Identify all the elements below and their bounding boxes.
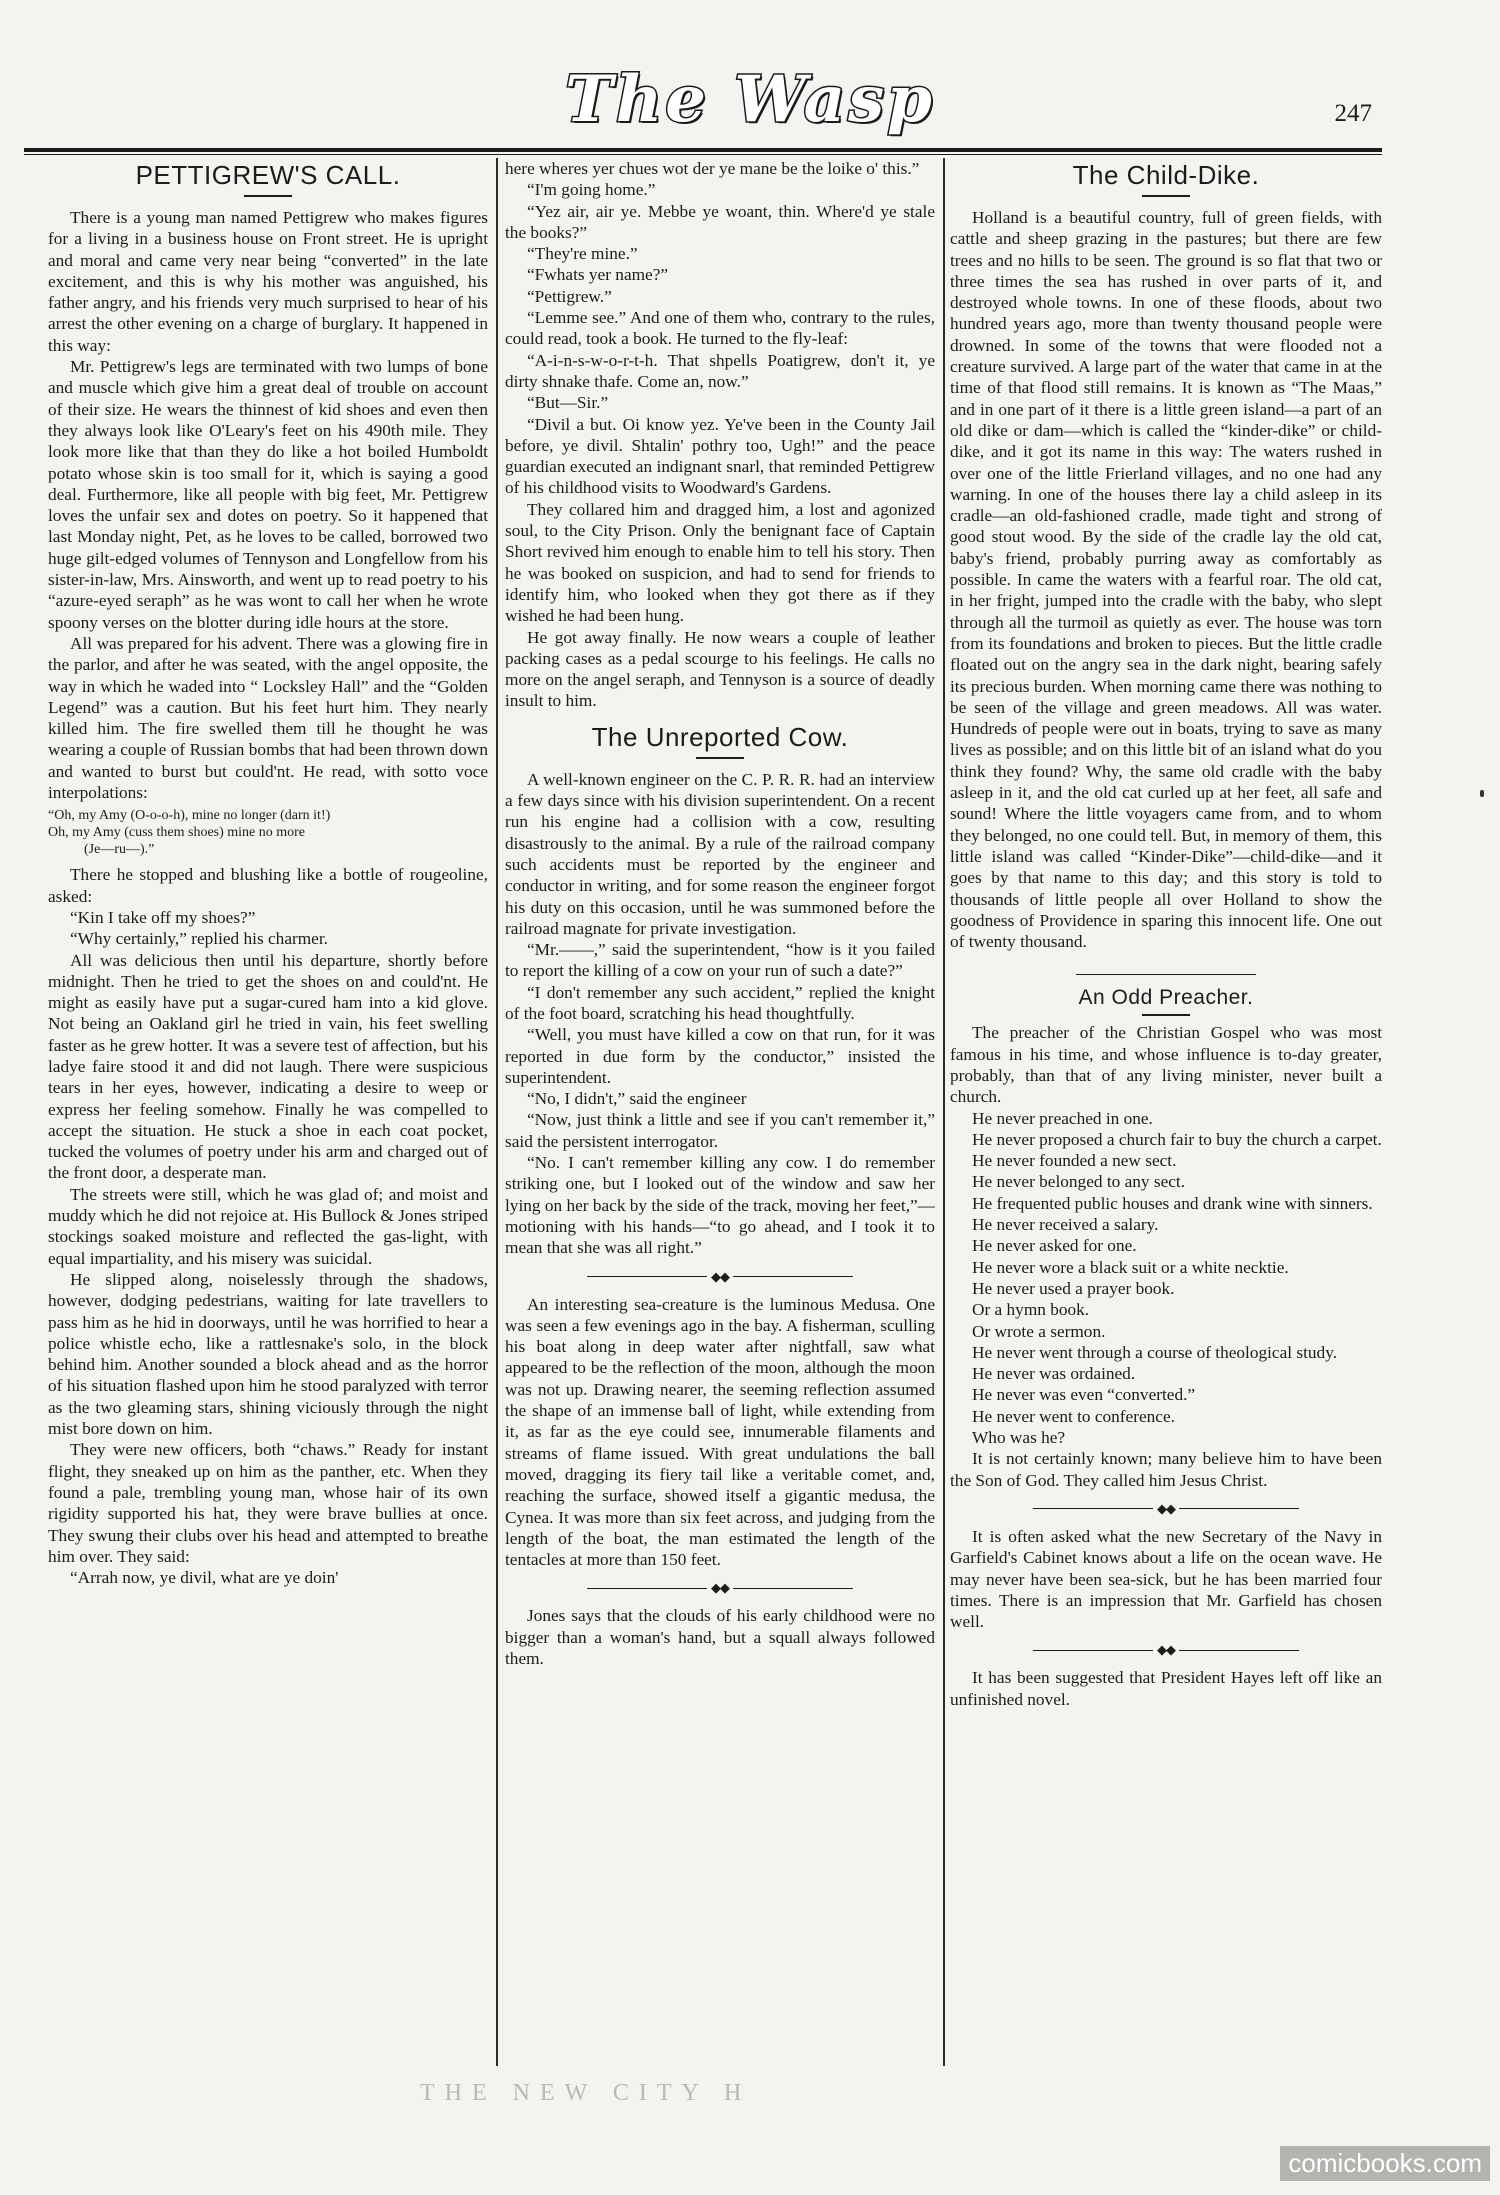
preacher-line: He frequented public houses and drank wine with sinners.	[972, 1193, 1373, 1213]
paragraph: Holland is a beautiful country, full of green fields, with cattle and sheep grazing in the pastures; but there are few trees and no hills to be seen. The ground is so flat that two or three times the sea has rushed in over parts of it, and destroyed whole towns. In one of these floods, about two hundred years ago, more than twenty thousand people were drowned. In some of the towns that were flooded not a creature survived. A large part of the water that came in at the time of that flood still remains. It is known as “The Maas,” and in one part of it there is a little green island—a part of an old dike or dam—which is called the “kinder-dike” or child-dike, and it got its name in this way: The waters rushed in over one of the little Frierland villages, and no one had any warning. In one of the houses there lay a child asleep in its cradle—an old-fashioned cradle, made tight and strong of good stout wood. By the side of the cradle lay the old cat, baby's friend, probably purring away as comfortably as possible. In came the waters with a fearful roar. The old cat, in her fright, jumped into the cradle with the baby, who slept through all the turmoil as quietly as ever. The house was torn from its foundations and broken to pieces. But the little cradle floated out on the angry sea in the dark night, bearing safely its precious burden. When morning came there was nothing to be seen of the village and green meadows. All was water. Hundreds of people were out in boats, trying to save as many lives as possible; and on this little bit of an island what do you think they found? Why, the same old cradle with the baby asleep in it, and the old cat curled up at her feet, all safe and sound! Where the little voyagers came from, and to whom they belonged, no one could tell. But, in memory of them, this little island was called “Kinder-Dike”—child-dike—and it goes by that name to this day; and this story is told to thousands of little people all over Holland to show the goodness of Providence in sparing this innocent life. One out of twenty thousand.	[950, 208, 1382, 952]
paragraph: They collared him and dragged him, a lost and agonized soul, to the City Prison. Only the benignant face of Captain Short revived him enough to enable him to tell his story. Then he was booked on suspicion, and had to send for friends to identify him, who looked when they got there as if they wished he had been hung.	[505, 499, 935, 626]
article-title-unreported-cow: The Unreported Cow.	[591, 721, 849, 752]
paragraph: “But—Sir.”	[527, 393, 609, 413]
preacher-line: He never was even “converted.”	[972, 1385, 1196, 1405]
paragraph: “Why certainly,” replied his charmer.	[70, 929, 328, 949]
paragraph: All was prepared for his advent. There was a glowing fire in the parlor, and after he was seated, with the angel opposite, the way in which he waded into “ Locksley Hall” and the “Golden Legend” was a caution. But his feet hurt him. They nearly killed him. The fire swelled them till he thought he was wearing a couple of Russian bombs that had been thrown down and wanted to burst but could'nt. He read, with sotto voce interpolations:	[48, 633, 488, 803]
column-rule	[943, 158, 945, 2066]
paragraph: It has been suggested that President Hayes left off like an unfinished novel.	[950, 1668, 1382, 1709]
header-rule-thin	[24, 154, 1382, 155]
preacher-line: He never received a salary.	[972, 1215, 1159, 1235]
bleed-through-text: THE NEW CITY H	[420, 2080, 752, 2106]
paragraph: All was delicious then until his departure, shortly before midnight. Then he tried to get the shoes on and could'nt. He might as easily have put a sugar-cured ham into a kid glove. Not being an Oakland girl he tried in vain, his feet swelling faster as he grew hotter. It was a severe test of affection, but his ladye faire stood it and did not laugh. There were suspicious tears in her eyes, however, indicating a desire to weep or express her feeling somehow. Finally he was compelled to accept the situation. He stuck a shoe in each coat pocket, tucked the volumes of poetry under his arm and charged out of the front door, a desperate man.	[48, 950, 488, 1183]
paragraph: “Mr.——,” said the superintendent, “how is it you failed to report the killing of a cow on your run of such a date?”	[505, 940, 935, 981]
article-title-pettigrew: PETTIGREW'S CALL.	[135, 160, 401, 190]
column-rule	[496, 158, 498, 2066]
verse	[48, 807, 488, 858]
paragraph: “Kin I take off my shoes?”	[70, 907, 256, 927]
preacher-line: He never wore a black suit or a white necktie.	[972, 1257, 1289, 1277]
paragraph: The preacher of the Christian Gospel who was most famous in his time, and whose influence is to-day greater, probably, than that of any living minister, never built a church.	[950, 1023, 1382, 1107]
paragraph: “I don't remember any such accident,” replied the knight of the foot board, scratching his head thoughtfully.	[505, 982, 935, 1023]
separator-rule	[950, 966, 1382, 980]
title-rule	[244, 195, 292, 197]
paragraph: An interesting sea-creature is the luminous Medusa. One was seen a few evenings ago in the bay. A fisherman, sculling his boat along in deep water after nightfall, saw what appeared to be the reflection of the moon, although the moon was not up. Drawing nearer, the seeming reflection assumed the shape of an immense ball of light, while extending from it, as far as the eye could see, innumerable filaments and streams of flame issued. With great undulations the ball moved, dragging its fiery tail like a veritable comet, and, reaching the surface, showed itself a gigantic medusa, the Cynea. It was more than six feet across, and judging from the length of the boat, the man estimated the length of the tentacles at more than 150 feet.	[505, 1294, 935, 1570]
page-number: 247	[1334, 100, 1372, 127]
paragraph: “Divil a but. Oi know yez. Ye've been in the County Jail before, ye divil. Shtalin' pothry too, Ugh!” and the peace guardian executed an indignant snarl, that reminded Pettigrew of his childhood visits to Woodward's Gardens.	[505, 414, 935, 498]
paragraph: “Well, you must have killed a cow on that run, for it was reported in due form by the conductor,” insisted the superintendent.	[505, 1025, 935, 1087]
preacher-line: He never founded a new sect.	[972, 1151, 1177, 1171]
paragraph: They were new officers, both “chaws.” Ready for instant flight, they sneaked up on him as the panther, etc. When they found a pale, trembling young man, whose hair of its own rigidity supported his hat, they were brave bullies at once. They swung their clubs over his head and attempted to breathe him over. They said:	[48, 1440, 488, 1566]
paragraph: He got away finally. He now wears a couple of leather packing cases as a pedal scourge to his feelings. He calls no more on the angel seraph, and Tennyson is a source of deadly insult to him.	[505, 627, 935, 711]
column-3	[950, 158, 1382, 2058]
verse-line: (Je—ru—).”	[84, 842, 155, 858]
verse-line: “Oh, my Amy (O-o-o-h), mine no longer (darn it!)	[48, 808, 331, 824]
preacher-line: He never used a prayer book.	[972, 1278, 1175, 1298]
paragraph: “Now, just think a little and see if you can't remember it,” said the persistent interrogator.	[505, 1110, 935, 1151]
masthead	[0, 58, 1500, 148]
separator-ornament: ◆◆	[950, 1501, 1382, 1516]
paragraph: “No, I didn't,” said the engineer	[527, 1089, 747, 1109]
preacher-line: Or wrote a sermon.	[972, 1321, 1106, 1341]
paragraph: He slipped along, noiselessly through the shadows, however, dodging pedestrians, waiting for late travellers to pass him as he hid in doorways, until he was horrified to hear a police whistle echo, like a rattlesnake's solo, in the block behind him. Another sounded a block ahead and as the horror of his situation flashed upon him he stood paralyzed with terror as the two gleaming stars, shining viciously through the night mist bore down on him.	[48, 1269, 488, 1439]
header-rule	[24, 148, 1382, 152]
article-title-child-dike: The Child-Dike.	[1072, 160, 1260, 190]
paragraph: “A-i-n-s-w-o-r-t-h. That shpells Poatigrew, don't it, ye dirty shnake thafe. Come an, now.”	[505, 350, 935, 391]
preacher-line: He never was ordained.	[972, 1364, 1136, 1384]
preacher-line: He never went through a course of theological study.	[972, 1342, 1338, 1362]
paragraph: Jones says that the clouds of his early childhood were no bigger than a woman's hand, but a squall always followed them.	[505, 1606, 935, 1669]
preacher-line: He never belonged to any sect.	[972, 1172, 1186, 1192]
paragraph: “They're mine.”	[527, 244, 638, 264]
paragraph: “Arrah now, ye divil, what are ye doin'	[70, 1568, 339, 1588]
paragraph: “Pettigrew.”	[527, 286, 612, 306]
article-title-odd-preacher: An Odd Preacher.	[1078, 986, 1254, 1010]
paragraph: There is a young man named Pettigrew who makes figures for a living in a business house on Front street. He is upright and moral and came very near being “converted” in the late excitement, and this is why his mother was anguished, his father angry, and his friends very much surprised to hear of his arrest the other evening on a charge of burglary. It happened in this way:	[48, 208, 488, 355]
paragraph: The streets were still, which he was glad of; and moist and muddy which he did not rejoice at. His Bullock & Jones striped stockings soaked moisture and reflected the gas-light, with equal impartiality, and his misery was suicidal.	[48, 1184, 488, 1268]
preacher-line: Who was he?	[972, 1428, 1066, 1448]
title-rule	[1142, 1014, 1190, 1016]
paragraph: “I'm going home.”	[527, 180, 656, 200]
paragraph: “Fwhats yer name?”	[527, 265, 669, 285]
preacher-line: He never asked for one.	[972, 1236, 1137, 1256]
print-speck	[1480, 790, 1484, 797]
separator-ornament: ◆◆	[505, 1580, 935, 1595]
title-rule	[696, 757, 744, 759]
paragraph: “Lemme see.” And one of them who, contrary to the rules, could read, took a book. He turned to the fly-leaf:	[505, 308, 935, 349]
title-rule	[1142, 195, 1190, 197]
paragraph: There he stopped and blushing like a bottle of rougeoline, asked:	[48, 865, 488, 906]
column-2	[505, 158, 935, 2058]
preacher-lines	[950, 1108, 1382, 1491]
preacher-line: Or a hymn book.	[972, 1300, 1090, 1320]
paragraph: “No. I can't remember killing any cow. I do remember striking one, but I looked out of the window and saw her lying on her back by the side of the track, moving her feet,”—motioning with his hands—“to go ahead, and I took it to mean that she was all right.”	[505, 1153, 935, 1258]
paragraph: It is often asked what the new Secretary of the Navy in Garfield's Cabinet knows about a life on the ocean wave. He may never have been sea-sick, but he has been married four times. There is an impression that Mr. Garfield has chosen well.	[950, 1526, 1382, 1632]
separator-ornament: ◆◆	[505, 1269, 935, 1284]
separator-ornament: ◆◆	[950, 1642, 1382, 1657]
column-1	[48, 158, 488, 2058]
preacher-line: He never went to conference.	[972, 1406, 1175, 1426]
preacher-line: It is not certainly known; many believe him to have been the Son of God. They called him Jesus Christ.	[950, 1449, 1382, 1490]
paragraph: “Yez air, air ye. Mebbe ye woant, thin. Where'd ye stale the books?”	[505, 201, 935, 242]
preacher-line: He never proposed a church fair to buy the church a carpet.	[972, 1129, 1382, 1149]
verse-line: Oh, my Amy (cuss them shoes) mine no more	[48, 825, 306, 841]
paragraph: Mr. Pettigrew's legs are terminated with two lumps of bone and muscle which give him a great deal of trouble on account of their size. He wears the thinnest of kid shoes and even then they always look like O'Leary's feet on his 490th mile. They look more like that than they do like a hot boiled Humboldt potato whose skin is too small for it, which is saying a good deal. Furthermore, like all people with big feet, Mr. Pettigrew loves the unfair sex and dotes on poetry. So it happened that last Monday night, Pet, as he loves to be called, borrowed two huge gilt-edged volumes of Tennyson and Longfellow from his sister-in-law, Mrs. Ainsworth, and went up to read poetry to his “azure-eyed seraph” as he was wont to call her when he wrote spoony verses on the blotter during idle hours at the store.	[48, 357, 488, 632]
masthead-logo: The Wasp	[565, 62, 935, 137]
paragraph: A well-known engineer on the C. P. R. R. had an interview a few days since with his division superintendent. On a recent run his engine had a collision with a cow, resulting disastrously to the animal. By a rule of the railroad company such accidents must be reported by the engineer and conductor in writing, and for some reason the engineer forgot his duty on this occasion, until he was summoned before the railroad magnate for private investigation.	[505, 769, 935, 938]
watermark: comicbooks.com	[1280, 2146, 1490, 2181]
paragraph: here wheres yer chues wot der ye mane be the loike o' this.”	[505, 159, 920, 178]
preacher-line: He never preached in one.	[972, 1108, 1153, 1128]
